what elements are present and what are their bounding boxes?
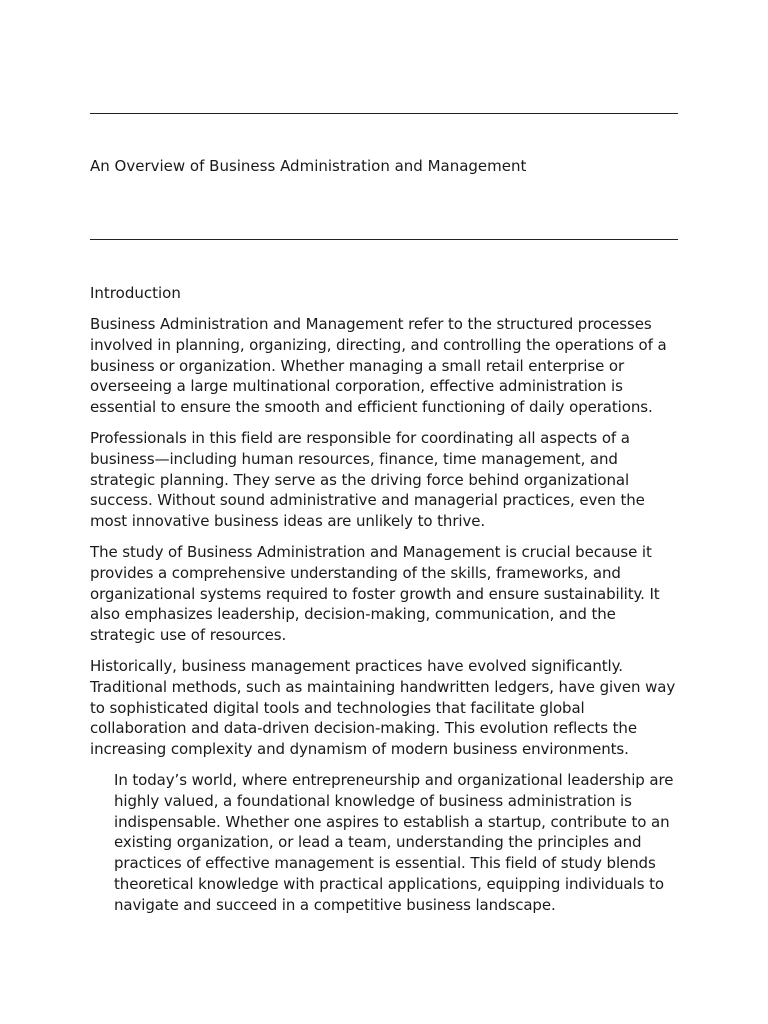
- paragraph: Business Administration and Management refer to the structured processes involved in planning, organizing, directing, and controlling the operations of a business or organization. Whether managing a small retail enterprise or overseeing a large multinational corporation, effective administration is essential to ensure the smooth and efficient functioning of daily operations.: [90, 315, 667, 417]
- paragraph: Professionals in this field are responsible for coordinating all aspects of a business—including human resources, finance, time management, and strategic planning. They serve as the driving force behind organizational success. Without sound administrative and managerial practices, even the most innovative business ideas are unlikely to thrive.: [90, 428, 645, 531]
- paragraph: Historically, business management practices have evolved significantly. Traditional methods, such as maintaining handwritten ledgers, have given way to sophisticated digital tools and technologies that facilitate global collaboration and data-driven decision-making. This evolution reflects the increasing complexity and dynamism of modern business environments.: [90, 656, 676, 759]
- document-title: An Overview of Business Administration and Management: [90, 157, 527, 175]
- document-body: [90, 283, 678, 926]
- indented-paragraph: In today’s world, where entrepreneurship and organizational leadership are highly valued, a foundational knowledge of business administration is indispensable. Whether one aspires to establish a startup, contribute to an existing organization, or lead a team, understanding the principles and practices of effective management is essential. This field of study blends theoretical knowledge with practical applications, equipping individuals to navigate and succeed in a competitive business landscape.: [114, 770, 674, 914]
- top-divider: [90, 113, 678, 114]
- paragraph: The study of Business Administration and Management is crucial because it provides a comprehensive understanding of the skills, frameworks, and organizational systems required to foster growth and ensure sustainability. It also emphasizes leadership, decision-making, communication, and the strategic use of resources.: [90, 542, 660, 645]
- title-bottom-divider: [90, 239, 678, 240]
- section-heading: Introduction: [90, 284, 181, 302]
